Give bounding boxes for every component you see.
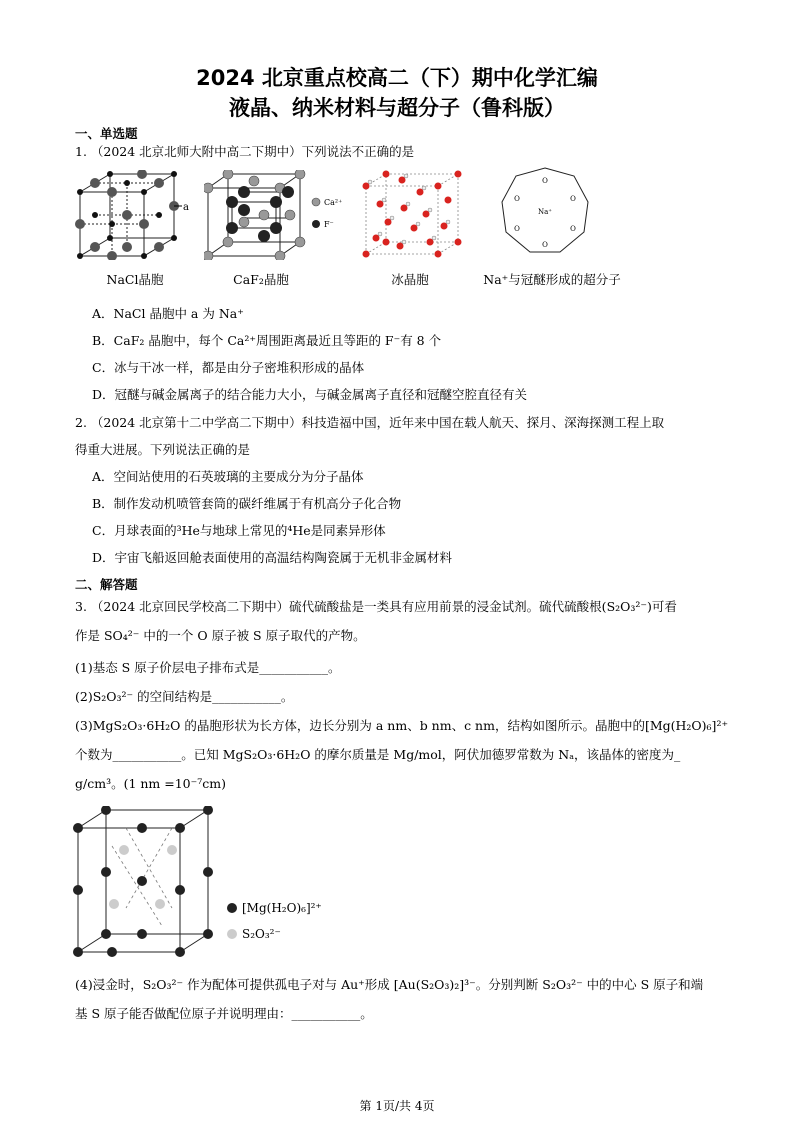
crown-o-1: O xyxy=(542,177,548,185)
crown-o-4: O xyxy=(542,241,548,249)
question-3-part3-line3: g/cm³。(1 nm =10⁻⁷cm) xyxy=(75,776,226,791)
page-subtitle: 液晶、纳米材料与超分子（鲁科版） xyxy=(229,96,565,120)
question-3-part1: (1)基态 S 原子价层电子排布式是___________。 xyxy=(75,660,341,675)
nacl-unit-cell-figure xyxy=(74,170,194,260)
crown-o-2: O xyxy=(570,195,576,203)
crown-o-3: O xyxy=(570,225,576,233)
mgs2o3-unit-cell-figure xyxy=(72,806,342,966)
question-3-line2: 作是 SO₄²⁻ 中的一个 O 原子被 S 原子取代的产物。 xyxy=(75,628,366,643)
question-2-stem-line2: 得重大进展。下列说法正确的是 xyxy=(75,442,251,457)
nacl-label-a: a xyxy=(183,202,189,213)
section-heading-answer: 二、解答题 xyxy=(75,577,138,592)
crown-o-5: O xyxy=(514,225,520,233)
q1-option-d: D．冠醚与碱金属离子的结合能力大小，与碱金属离子直径和冠醚空腔直径有关 xyxy=(92,387,528,402)
q1-option-b: B．CaF₂ 晶胞中，每个 Ca²⁺周围距离最近且等距的 F⁻有 8 个 xyxy=(92,333,442,348)
q2-option-d: D．宇宙飞船返回舱表面使用的高温结构陶瓷属于无机非金属材料 xyxy=(92,550,453,565)
q2-option-b: B．制作发动机喷管套筒的碳纤维属于有机高分子化合物 xyxy=(92,496,402,511)
caf2-legend-ca: Ca²⁺ xyxy=(324,198,343,207)
question-3-part4-line2: 基 S 原子能否做配位原子并说明理由：___________。 xyxy=(75,1006,373,1021)
question-3-line1: 3. （2024 北京回民学校高二下期中）硫代硫酸盐是一类具有应用前景的浸金试剂。硫代硫酸根(S₂O₃²⁻)可看 xyxy=(75,599,677,614)
question-3-part4-line1: (4)浸金时，S₂O₃²⁻ 作为配体可提供孤电子对与 Au⁺形成 [Au(S₂O₃)₂]³⁻。分别判断 S₂O₃²⁻ 中的中心 S 原子和端 xyxy=(75,977,704,992)
caption-caf2: CaF₂晶胞 xyxy=(233,272,289,287)
q1-option-c: C．冰与干冰一样，都是由分子密堆积形成的晶体 xyxy=(92,360,365,375)
q1-option-a: A．NaCl 晶胞中 a 为 Na⁺ xyxy=(92,306,244,321)
q2-option-c: C．月球表面的³He与地球上常见的⁴He是同素异形体 xyxy=(92,523,386,538)
question-3-part3-line1: (3)MgS₂O₃·6H₂O 的晶胞形状为长方体，边长分别为 a nm、b nm、c nm，结构如图所示。晶胞中的[Mg(H₂O)₆]²⁺ xyxy=(75,718,729,733)
caption-crown-ether: Na⁺与冠醚形成的超分子 xyxy=(483,272,621,287)
section-heading-single-choice: 一、单选题 xyxy=(75,126,138,141)
question-2-stem-line1: 2. （2024 北京第十二中学高二下期中）科技造福中国，近年来中国在载人航天、探月、深海探测工程上取 xyxy=(75,415,665,430)
crown-ether-na-figure xyxy=(490,162,600,262)
question-1-stem: 1. （2024 北京北师大附中高二下期中）下列说法不正确的是 xyxy=(75,144,415,159)
question-3-part3-line2: 个数为___________。已知 MgS₂O₃·6H₂O 的摩尔质量是 Mg/mol，阿伏加德罗常数为 Nₐ，该晶体的密度为_ xyxy=(75,747,681,762)
page-title: 2024 北京重点校高二（下）期中化学汇编 xyxy=(196,66,598,90)
legend-thiosulfate: S₂O₃²⁻ xyxy=(242,927,281,941)
page-footer: 第 1页/共 4页 xyxy=(359,1099,435,1113)
crown-na-ion: Na⁺ xyxy=(538,208,552,216)
caption-ice: 冰晶胞 xyxy=(391,272,429,287)
caption-nacl: NaCl晶胞 xyxy=(106,272,164,287)
q2-option-a: A．空间站使用的石英玻璃的主要成分为分子晶体 xyxy=(92,469,364,484)
legend-mg-complex: [Mg(H₂O)₆]²⁺ xyxy=(242,901,322,915)
caf2-unit-cell-figure xyxy=(204,170,354,260)
caf2-legend-f: F⁻ xyxy=(324,220,334,229)
ice-unit-cell-figure xyxy=(360,170,470,260)
question-3-part2: (2)S₂O₃²⁻ 的空间结构是___________。 xyxy=(75,689,294,704)
crown-o-6: O xyxy=(514,195,520,203)
